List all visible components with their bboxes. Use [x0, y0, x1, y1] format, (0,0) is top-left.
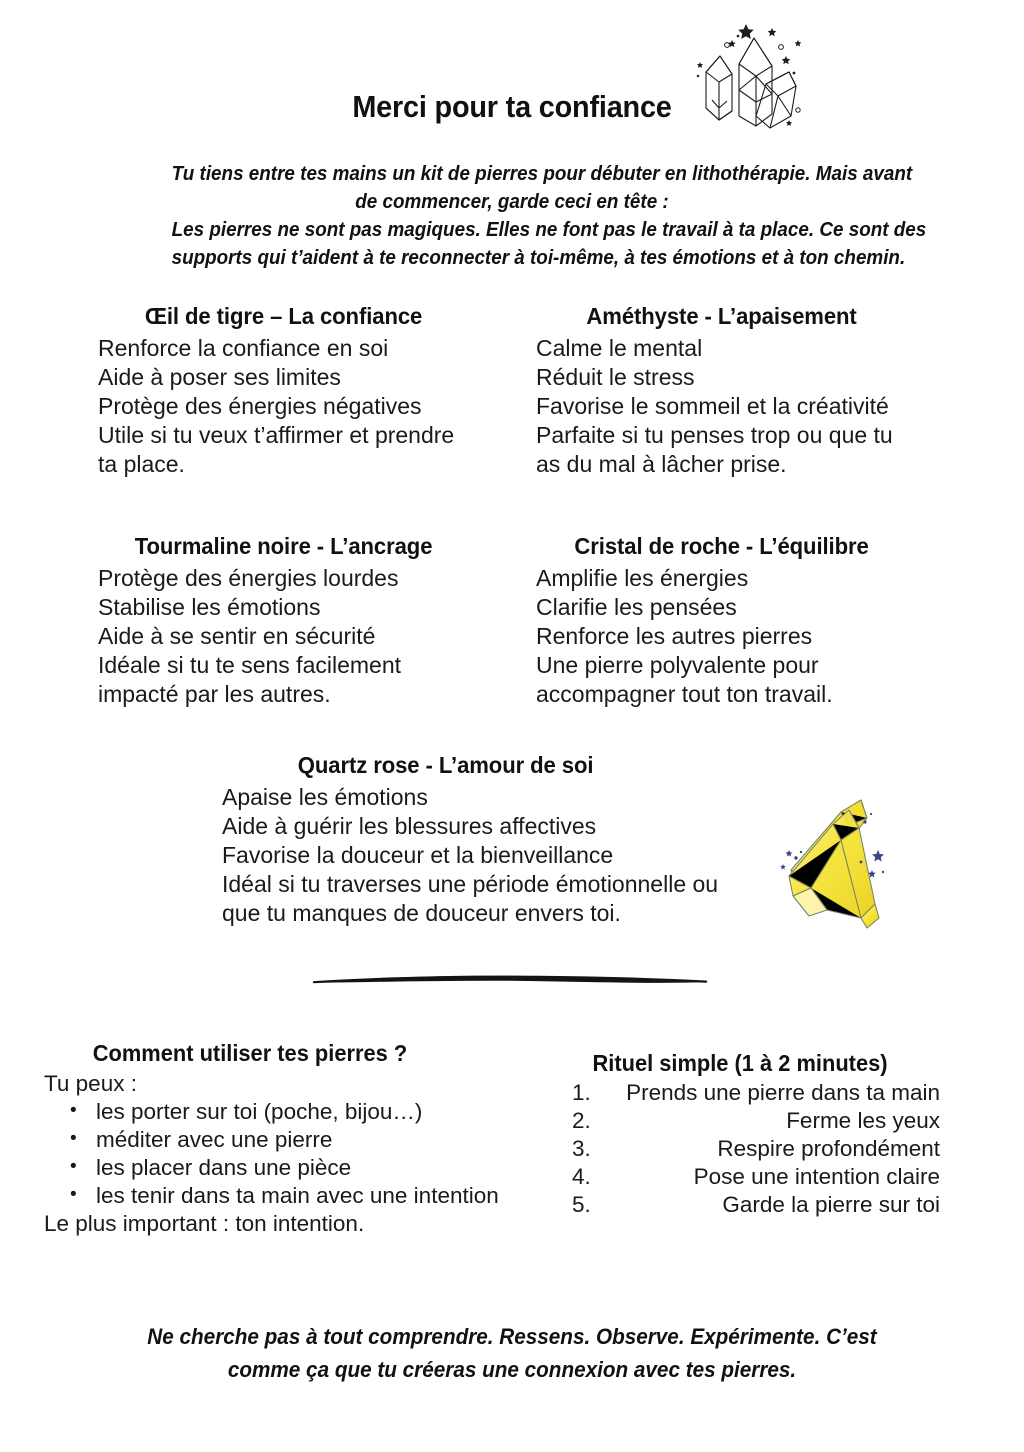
intro-line: Les pierres ne sont pas magiques. Elles ne font pas le travail à ta place. Ce sont des [171, 217, 927, 241]
step-label: Pose une intention claire [693, 1164, 940, 1189]
stone-heading: Œil de tigre – La confiance [144, 303, 423, 329]
intro-paragraph [171, 160, 927, 272]
crystal-cluster-line-art-icon [686, 16, 808, 134]
page-title: Merci pour ta confiance [352, 88, 672, 124]
list-item [540, 1107, 940, 1135]
stone-heading: Tourmaline noire - L’ancrage [134, 533, 433, 559]
stone-line: accompagner tout ton travail. [536, 681, 833, 707]
list-item: • les tenir dans ta main avec une intention [70, 1182, 494, 1210]
stone-description [222, 783, 782, 928]
how-to-bullet-list [44, 1098, 499, 1210]
step-label: Respire profondément [717, 1136, 940, 1161]
stone-description [536, 564, 956, 709]
stone-line: Protège des énergies lourdes [98, 565, 399, 591]
stone-line: Parfaite si tu penses trop ou que tu [536, 422, 893, 448]
stone-line: impacté par les autres. [98, 681, 331, 707]
step-number: 1. [572, 1080, 591, 1105]
stone-line: Utile si tu veux t’affirmer et prendre [98, 422, 455, 448]
stone-line: Idéale si tu te sens facilement [98, 652, 401, 678]
stone-line: Favorise la douceur et la bienveillance [222, 842, 614, 868]
stone-line: Idéal si tu traverses une période émotionnelle ou [222, 871, 719, 897]
footer-line: comme ça que tu créeras une connexion avec tes pierres. [227, 1356, 797, 1382]
footer-quote [144, 1320, 880, 1386]
footer-line: Ne cherche pas à tout comprendre. Ressens. Observe. Expérimente. C’est [147, 1323, 877, 1349]
stone-line: Stabilise les émotions [98, 594, 321, 620]
list-item [540, 1163, 940, 1191]
step-number: 2. [572, 1108, 591, 1133]
step-number: 3. [572, 1136, 591, 1161]
stone-line: que tu manques de douceur envers toi. [222, 900, 621, 926]
stone-description [98, 334, 518, 479]
how-to-use-section [44, 1040, 499, 1238]
list-item: • les porter sur toi (poche, bijou…) [70, 1098, 494, 1126]
step-label: Ferme les yeux [786, 1108, 940, 1133]
stone-block-cristal-de-roche [536, 533, 956, 709]
stone-heading: Quartz rose - L’amour de soi [297, 752, 594, 778]
intro-line: supports qui t’aident à te reconnecter à toi-même, à tes émotions et à ton chemin. [171, 245, 906, 269]
stone-line: Protège des énergies négatives [98, 393, 422, 419]
ritual-section [540, 1050, 940, 1219]
stone-line: Amplifie les énergies [536, 565, 749, 591]
ritual-step-list [540, 1079, 940, 1219]
stone-description [536, 334, 956, 479]
list-item [540, 1135, 940, 1163]
stone-block-amethyste [536, 303, 956, 479]
stone-line: as du mal à lâcher prise. [536, 451, 787, 477]
stone-line: Renforce les autres pierres [536, 623, 813, 649]
step-label: Garde la pierre sur toi [722, 1192, 940, 1217]
how-to-lead: Tu peux : [44, 1071, 137, 1096]
stone-description [98, 564, 518, 709]
stone-line: Favorise le sommeil et la créativité [536, 393, 889, 419]
list-item [540, 1079, 940, 1107]
ritual-heading: Rituel simple (1 à 2 minutes) [592, 1050, 888, 1076]
stone-line: Aide à guérir les blessures affectives [222, 813, 597, 839]
step-label: Prends une pierre dans ta main [626, 1080, 940, 1105]
stone-heading: Cristal de roche - L’équilibre [574, 533, 869, 559]
stone-heading: Améthyste - L’apaisement [586, 303, 857, 329]
stone-line: Aide à se sentir en sécurité [98, 623, 376, 649]
stone-line: ta place. [98, 451, 185, 477]
how-to-heading: Comment utiliser tes pierres ? [92, 1040, 408, 1066]
step-number: 5. [572, 1192, 591, 1217]
stone-line: Apaise les émotions [222, 784, 428, 810]
stone-line: Aide à poser ses limites [98, 364, 341, 390]
intro-line: Tu tiens entre tes mains un kit de pierres pour débuter en lithothérapie. Mais avant [171, 161, 913, 185]
list-item [540, 1191, 940, 1219]
stone-block-quartz-rose [222, 752, 782, 928]
brush-stroke-divider [308, 968, 712, 990]
intro-line: de commencer, garde ceci en tête : [355, 189, 669, 213]
yellow-crystal-icon [775, 792, 895, 930]
list-item: • méditer avec une pierre [70, 1126, 494, 1154]
stone-block-oeil-de-tigre [98, 303, 518, 479]
stone-line: Calme le mental [536, 335, 703, 361]
step-number: 4. [572, 1164, 591, 1189]
how-to-tail: Le plus important : ton intention. [44, 1211, 365, 1236]
stone-line: Réduit le stress [536, 364, 695, 390]
stone-line: Renforce la confiance en soi [98, 335, 389, 361]
list-item: • les placer dans une pièce [70, 1154, 494, 1182]
stone-line: Une pierre polyvalente pour [536, 652, 819, 678]
stone-line: Clarifie les pensées [536, 594, 737, 620]
stone-block-tourmaline-noire [98, 533, 518, 709]
